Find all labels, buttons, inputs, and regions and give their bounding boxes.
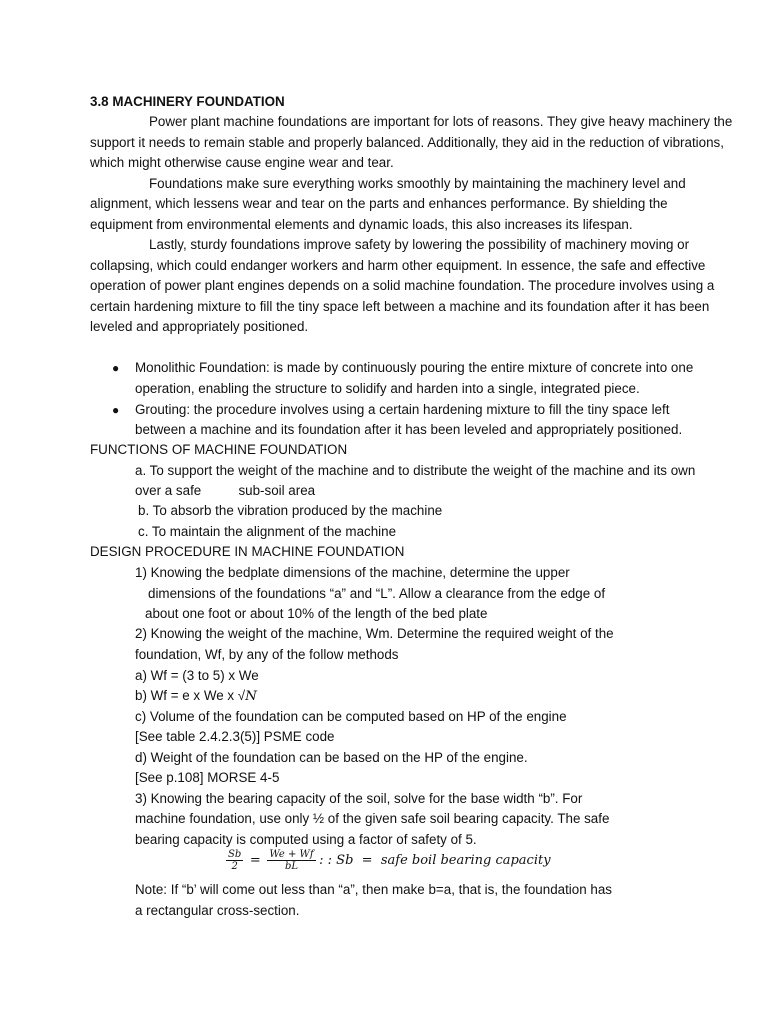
design-line: bearing capacity is computed using a factor of safety of 5. xyxy=(135,832,477,847)
lhs-denominator: 2 xyxy=(231,861,238,872)
paragraph-line: certain hardening mixture to fill the tiny space left between a machine and its foundation after it has been xyxy=(90,299,710,314)
functions-item: c. To maintain the alignment of the machine xyxy=(138,524,397,539)
lhs-fraction xyxy=(226,849,243,872)
equals-sign: = xyxy=(249,853,261,868)
design-line: about one foot or about 10% of the length of the bed plate xyxy=(145,606,488,621)
rhs-numerator: We + Wf xyxy=(269,849,314,860)
section-heading: 3.8 MACHINERY FOUNDATION xyxy=(90,94,285,109)
design-line: [See p.108] MORSE 4-5 xyxy=(135,770,280,785)
bearing-capacity-equation xyxy=(226,849,551,875)
paragraph-line: which might otherwise cause engine wear and tear. xyxy=(90,155,394,170)
paragraph-line: support it needs to remain stable and properly balanced. Additionally, they aid in the reduction of vibrations, xyxy=(90,135,724,150)
functions-heading: FUNCTIONS OF MACHINE FOUNDATION xyxy=(90,442,348,457)
note-line: a rectangular cross-section. xyxy=(135,903,300,918)
functions-item: over a safe sub-soil area xyxy=(135,483,316,498)
design-line xyxy=(135,686,257,707)
paragraph-line: Power plant machine foundations are important for lots of reasons. They give heavy machinery the xyxy=(149,114,733,129)
paragraph-line: Lastly, sturdy foundations improve safety by lowering the possibility of machinery moving or xyxy=(149,237,690,252)
lhs-numerator: Sb xyxy=(228,849,242,860)
note-line: Note: If “b’ will come out less than “a”, then make b=a, that is, the foundation has xyxy=(135,882,612,897)
design-line: 1) Knowing the bedplate dimensions of the machine, determine the upper xyxy=(135,565,570,580)
paragraph-line: Foundations make sure everything works smoothly by maintaining the machinery level and xyxy=(149,176,686,191)
equation-definition: : : Sb = safe boil bearing capacity xyxy=(319,853,551,868)
paragraph-line: equipment from environmental elements and dynamic loads, this also increases its lifespan. xyxy=(90,217,633,232)
bullet-text: operation, enabling the structure to solidify and harden into a single, integrated piece. xyxy=(135,381,640,396)
formula-text: b) Wf = e x We x √ xyxy=(135,688,246,703)
paragraph-line: operation of power plant engines depends on a solid machine foundation. The procedure involves using a xyxy=(90,278,715,293)
bullet-dot: ● xyxy=(112,361,120,375)
design-line: foundation, Wf, by any of the follow methods xyxy=(135,647,399,662)
bullet-dot: ● xyxy=(112,403,120,417)
design-line: [See table 2.4.2.3(5)] PSME code xyxy=(135,729,335,744)
design-line: dimensions of the foundations “a” and “L”. Allow a clearance from the edge of xyxy=(148,586,606,601)
rhs-denominator: bL xyxy=(284,861,298,872)
paragraph-line: alignment, which lessens wear and tear on the parts and enhances performance. By shielding the xyxy=(90,196,668,211)
sqrt-variable: N xyxy=(245,689,257,704)
design-line: 2) Knowing the weight of the machine, Wm. Determine the required weight of the xyxy=(135,626,614,641)
bullet-text: between a machine and its foundation after it has been leveled and appropriately positioned. xyxy=(135,422,683,437)
bullet-text: Grouting: the procedure involves using a certain hardening mixture to fill the tiny space left xyxy=(135,402,670,417)
paragraph-line: collapsing, which could endanger workers and harm other equipment. In essence, the safe and effective xyxy=(90,258,706,273)
functions-item: b. To absorb the vibration produced by the machine xyxy=(138,503,443,518)
bullet-text: Monolithic Foundation: is made by continuously pouring the entire mixture of concrete into one xyxy=(135,360,694,375)
design-line: machine foundation, use only ½ of the given safe soil bearing capacity. The safe xyxy=(135,811,610,826)
rhs-fraction xyxy=(267,849,315,872)
design-line: 3) Knowing the bearing capacity of the soil, solve for the base width “b”. For xyxy=(135,791,583,806)
paragraph-line: leveled and appropriately positioned. xyxy=(90,319,309,334)
design-line: a) Wf = (3 to 5) x We xyxy=(135,668,259,683)
design-line: d) Weight of the foundation can be based on the HP of the engine. xyxy=(135,750,528,765)
functions-item: a. To support the weight of the machine and to distribute the weight of the machine and its own xyxy=(135,463,696,478)
design-heading: DESIGN PROCEDURE IN MACHINE FOUNDATION xyxy=(90,544,405,559)
design-line: c) Volume of the foundation can be computed based on HP of the engine xyxy=(135,709,567,724)
